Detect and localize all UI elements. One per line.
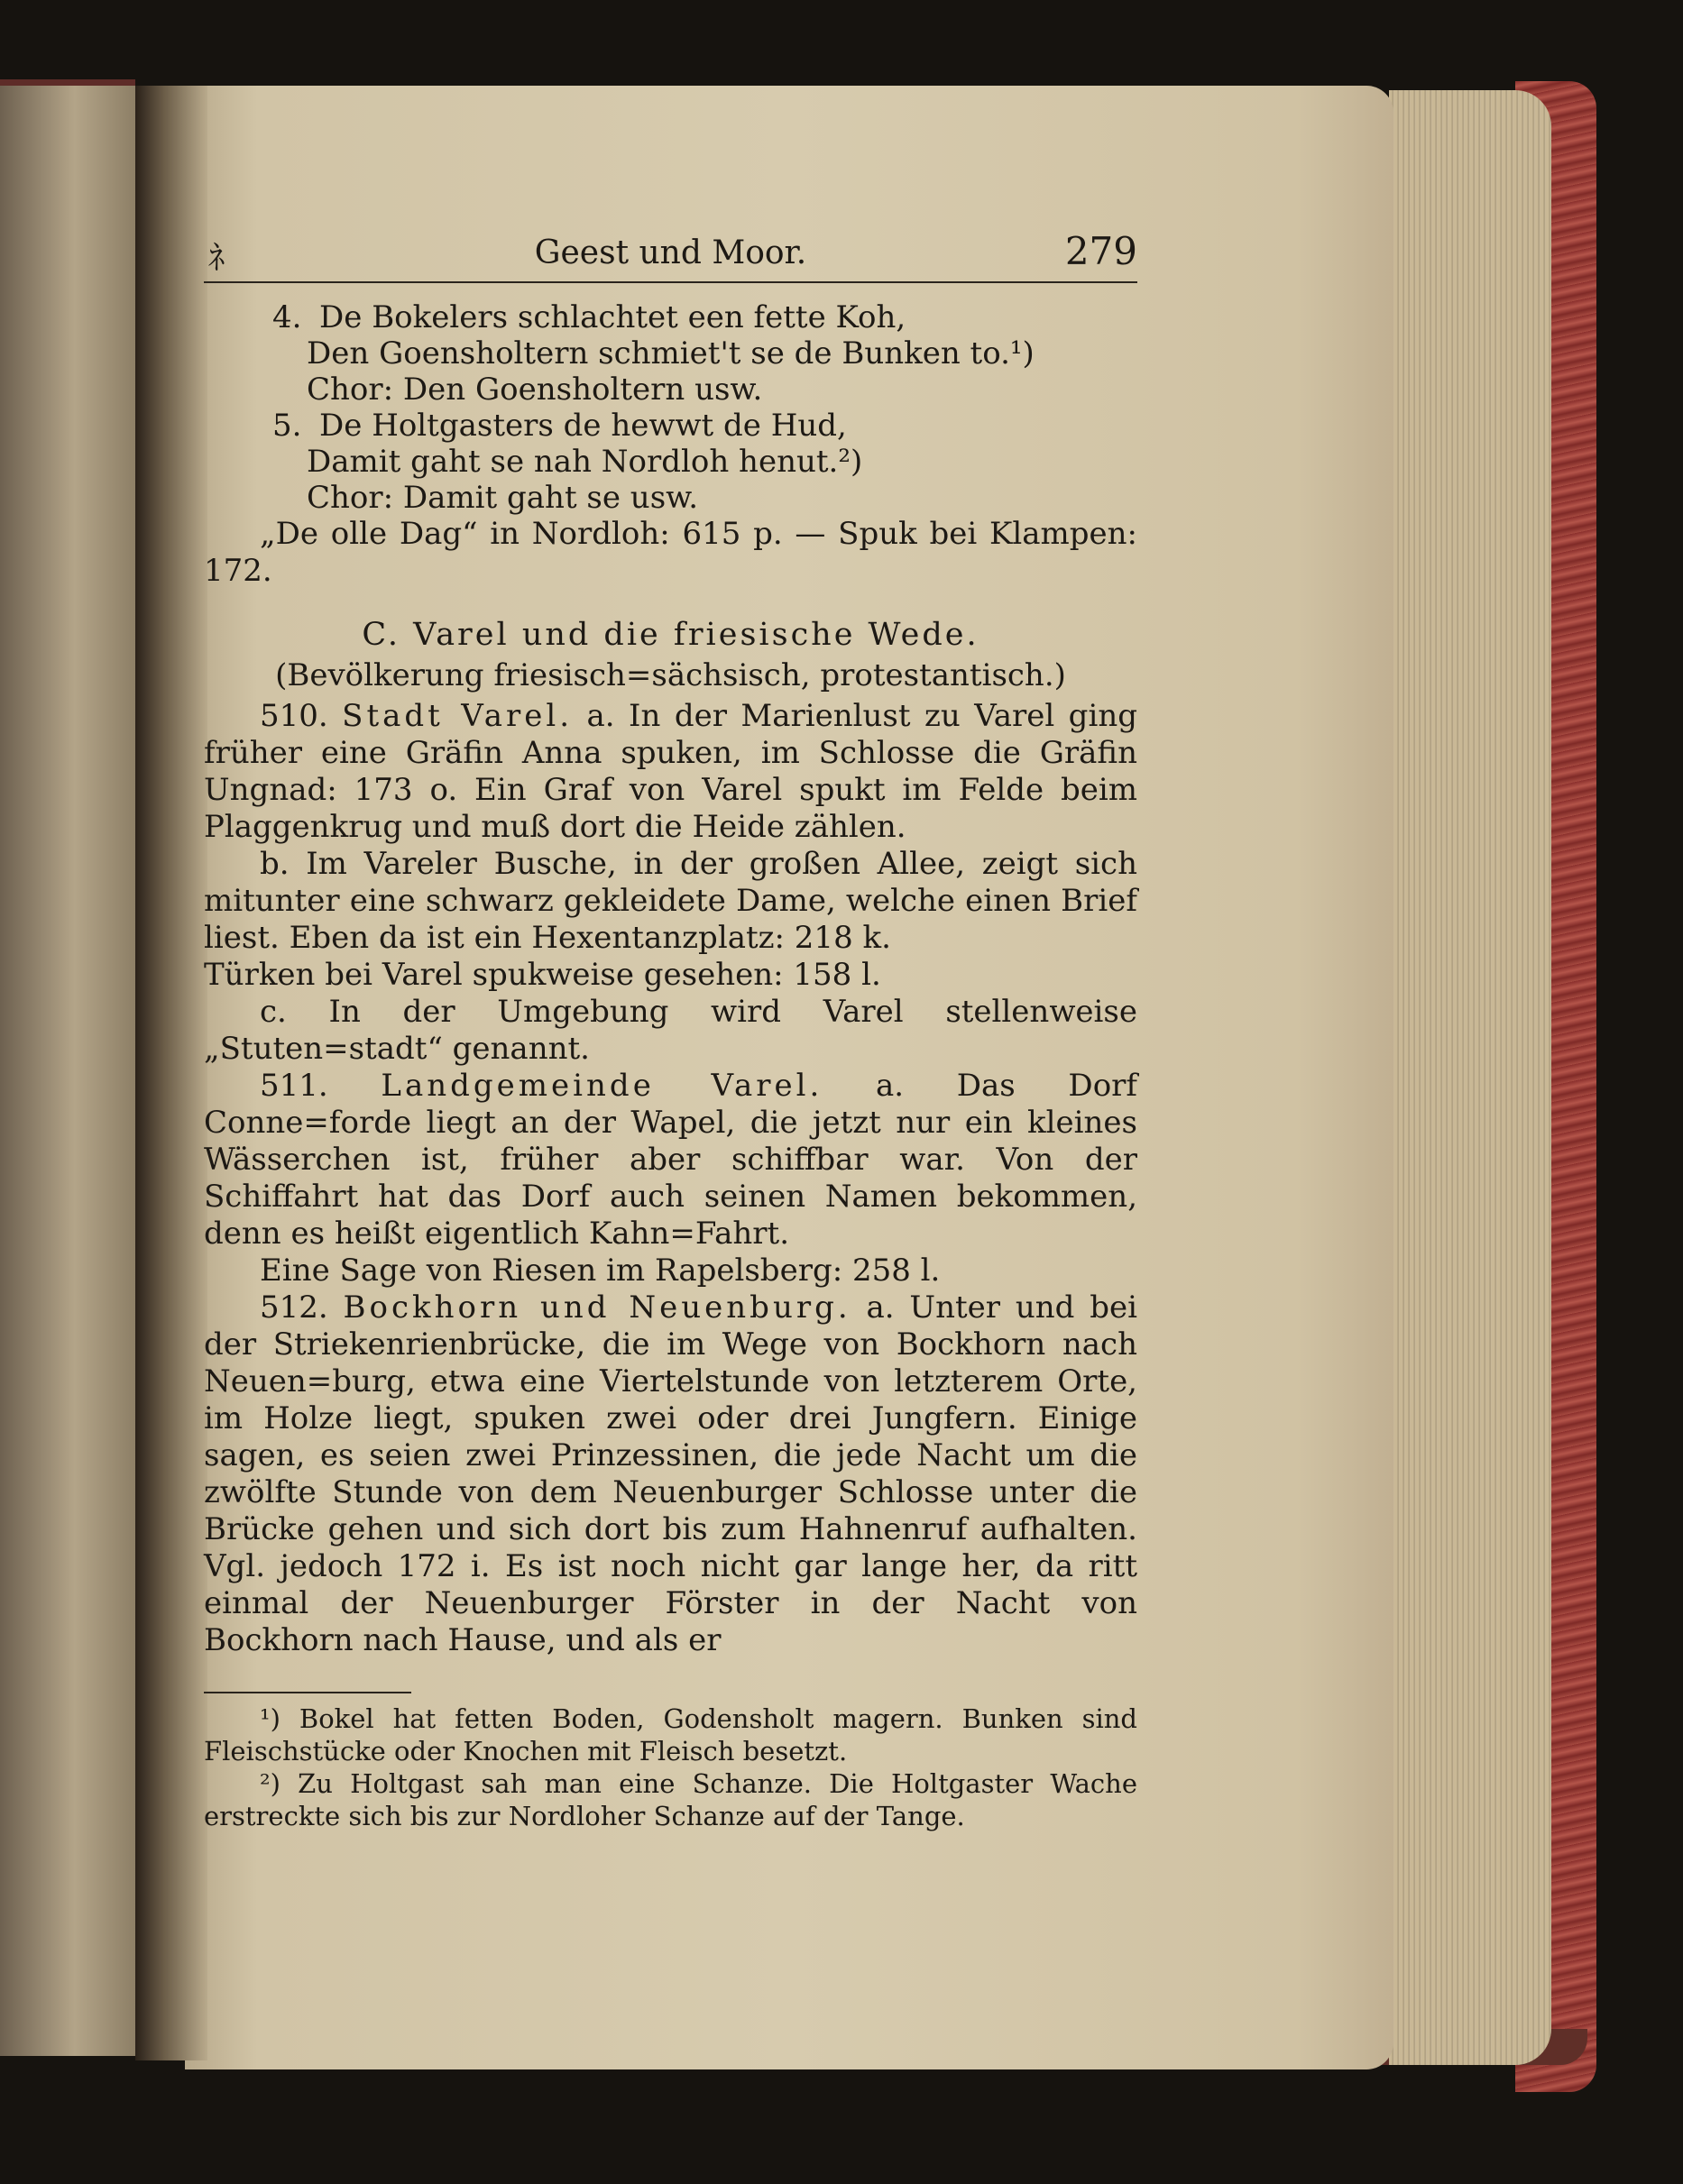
page-content (204, 225, 1137, 1832)
running-title: Geest und Moor. (534, 234, 807, 271)
entry-511-a (204, 1068, 1137, 1253)
page-number: 279 (1064, 229, 1137, 273)
entry-title: Landgemeinde Varel. (381, 1068, 823, 1104)
entry-512-a (204, 1289, 1137, 1659)
footnote-rule (204, 1692, 411, 1693)
gutter-shadow (135, 86, 207, 2060)
section-subtitle: (Bevölkerung friesisch=sächsisch, protestantisch.) (275, 657, 1066, 693)
footnote-1: ¹) Bokel hat fetten Boden, Godensholt magern. Bunken sind Fleischstücke oder Knochen mit Fleisch besetzt. (204, 1703, 1137, 1766)
entry-text: a. In der Marienlust zu Varel ging früher eine Gräfin Anna spuken, im Schlosse die Gräfin Ungnad: 173 o. Ein Graf von Varel spukt im Felde beim Plaggenkrug und muß dort die Heide zählen. (204, 698, 1137, 845)
verse-stanza-4 (204, 299, 1137, 408)
entry-number: 511. (260, 1068, 328, 1104)
verse-line: Chor: Damit gaht se usw. (307, 480, 699, 516)
verse-number: 4. (272, 299, 302, 335)
footnotes (204, 1702, 1137, 1832)
paragraph-olle-dag: „De olle Dag“ in Nordloh: 615 p. — Spuk bei Klampen: 172. (204, 516, 1137, 589)
page-stack-edges (1389, 90, 1551, 2065)
entry-text: a. Das Dorf Conne=forde liegt an der Wapel, die jetzt nur ein kleines Wässerchen ist, früher aber schiffbar war. Von der Schiffahrt hat das Dorf auch seinen Namen bekommen, denn es heißt eigentlich Kahn=Fahrt. (204, 1068, 1137, 1252)
signature-mark: ﾈ (208, 240, 225, 277)
entry-text: a. Unter und bei der Striekenrienbrücke, die im Wege von Bockhorn nach Neuen=burg, etwa eine Viertelstunde von letzterem Orte, im Holze liegt, spuken zwei oder drei Jungfern. Einige sagen, es seien zwei Prinzessinen, die jede Nacht um die zwölfte Stunde von dem Neuenburger Schlosse unter die Brücke gehen und sich dort bis zum Hahnenruf aufhalten. Vgl. jedoch 172 i. Es ist noch nicht gar lange her, da ritt einmal der Neuenburger Förster in der Nacht von Bockhorn nach Hause, und als er (204, 1289, 1137, 1658)
entry-number: 510. (260, 698, 328, 734)
entry-title: Bockhorn und Neuenburg. (343, 1289, 851, 1326)
verse-line: De Bokelers schlachtet een fette Koh, (319, 299, 906, 335)
entry-510-a (204, 698, 1137, 846)
left-page-edge (0, 86, 135, 2056)
entry-510-c: c. In der Umgebung wird Varel stellenweise „Stuten=stadt“ genannt. (204, 994, 1137, 1067)
body-text (204, 516, 1137, 1659)
verse-number: 5. (272, 408, 302, 444)
header-rule (204, 281, 1137, 283)
entry-511-sage: Eine Sage von Riesen im Rapelsberg: 258 l. (260, 1253, 941, 1289)
verse-line: Den Goensholtern schmiet't se de Bunken to.¹) (307, 335, 1035, 372)
verse-line: De Holtgasters de hewwt de Hud, (319, 408, 847, 444)
verse-stanza-5 (204, 408, 1137, 516)
entry-number: 512. (260, 1289, 328, 1326)
entry-510-b: b. Im Vareler Busche, in der großen Allee, zeigt sich mitunter eine schwarz gekleidete Dame, welche einen Brief liest. Eben da ist ein Hexentanzplatz: 218 k. (204, 846, 1137, 956)
entry-title: Stadt Varel. (342, 698, 574, 734)
entry-510-tuerken: Türken bei Varel spukweise gesehen: 158 l. (204, 957, 881, 993)
verse-line: Damit gaht se nah Nordloh henut.²) (307, 444, 863, 480)
section-heading: C. Varel und die friesische Wede. (362, 617, 979, 653)
verse-line: Chor: Den Goensholtern usw. (307, 372, 763, 408)
running-header (204, 225, 1137, 281)
footnote-2: ²) Zu Holtgast sah man eine Schanze. Die Holtgaster Wache erstreckte sich bis zur Nordloher Schanze auf der Tange. (204, 1768, 1137, 1831)
